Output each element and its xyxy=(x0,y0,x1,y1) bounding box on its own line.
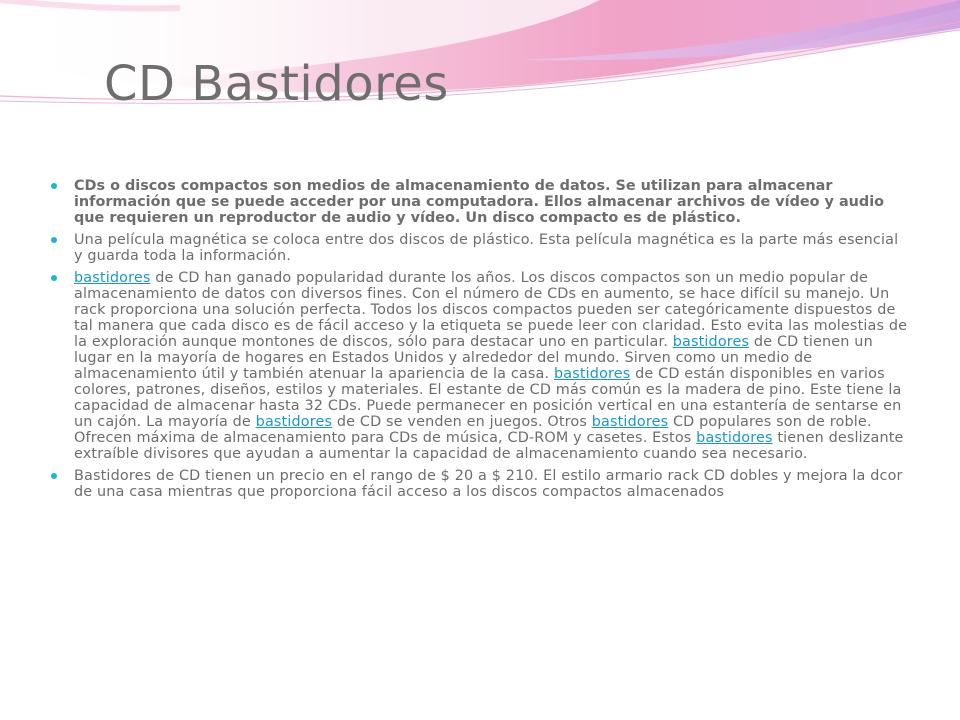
bullet-text: de CD tienen un lugar en la mayoría de hogares en Estados Unidos y alrededor del mundo. Sirven como un medio de almacenamiento útil y también atenuar la apariencia de la casa. xyxy=(74,334,873,382)
bullet-text: de CD se venden en juegos. Otros xyxy=(332,414,592,430)
bullet-dot-icon xyxy=(51,275,57,281)
bullet-text: de CD han ganado popularidad durante los años. Los discos compactos son un medio popular de almacenamiento de datos con diversos fines. Con el número de CDs en aumento, se hace difícil su manejo. Un rack proporciona una solución perfecta. Todos los discos compactos pueden ser categóricamente dispuestos de tal manera que cada disco es de fácil acceso y la etiqueta se puede leer con claridad. Esto evita las molestias de la exploración aunque montones de discos, sólo para destacar uno en particular. xyxy=(74,270,908,350)
bastidores-link[interactable]: bastidores xyxy=(696,430,773,446)
bullet-text: tienen deslizante extraíble divisores que ayudan a aumentar la capacidad de almacenamiento cuando sea necesario. xyxy=(74,430,904,462)
bullet-item xyxy=(50,178,908,226)
bullet-item xyxy=(50,270,908,462)
bastidores-link[interactable]: bastidores xyxy=(74,270,151,286)
slide-title: CD Bastidores xyxy=(104,56,449,112)
bullet-item xyxy=(50,468,908,500)
bullet-list xyxy=(50,178,908,500)
bullet-text: Una película magnética se coloca entre dos discos de plástico. Esta película magnética es la parte más esencial y guarda toda la información. xyxy=(74,232,899,264)
bastidores-link[interactable]: bastidores xyxy=(255,414,333,430)
bullet-text: CD populares son de roble. Ofrecen máxima de almacenamiento para CDs de música, CD-ROM y casetes. Estos xyxy=(74,414,872,446)
bastidores-link[interactable]: bastidores xyxy=(672,334,750,350)
bullet-dot-icon xyxy=(51,183,57,189)
bullet-dot-icon xyxy=(51,473,57,479)
bullet-item xyxy=(50,232,908,264)
bullet-text: de CD están disponibles en varios colores, patrones, diseños, estilos y materiales. El estante de CD más común es la madera de pino. Este tiene la capacidad de almacenar hasta 32 CDs. Puede permanecer en posición vertical en una estantería de sentarse en un cajón. La mayoría de xyxy=(74,366,902,430)
bullet-text: CDs o discos compactos son medios de almacenamiento de datos. Se utilizan para almacenar información que se puede acceder por una computadora. Ellos almacenar archivos de vídeo y audio que requieren un reproductor de audio y vídeo. Un disco compacto es de plástico. xyxy=(74,178,885,226)
bastidores-link[interactable]: bastidores xyxy=(553,366,631,382)
bullet-text: Bastidores de CD tienen un precio en el rango de $ 20 a $ 210. El estilo armario rack CD dobles y mejora la dcor de una casa mientras que proporciona fácil acceso a los discos compactos almacenados xyxy=(74,468,903,500)
bullet-dot-icon xyxy=(51,237,57,243)
bastidores-link[interactable]: bastidores xyxy=(591,414,669,430)
